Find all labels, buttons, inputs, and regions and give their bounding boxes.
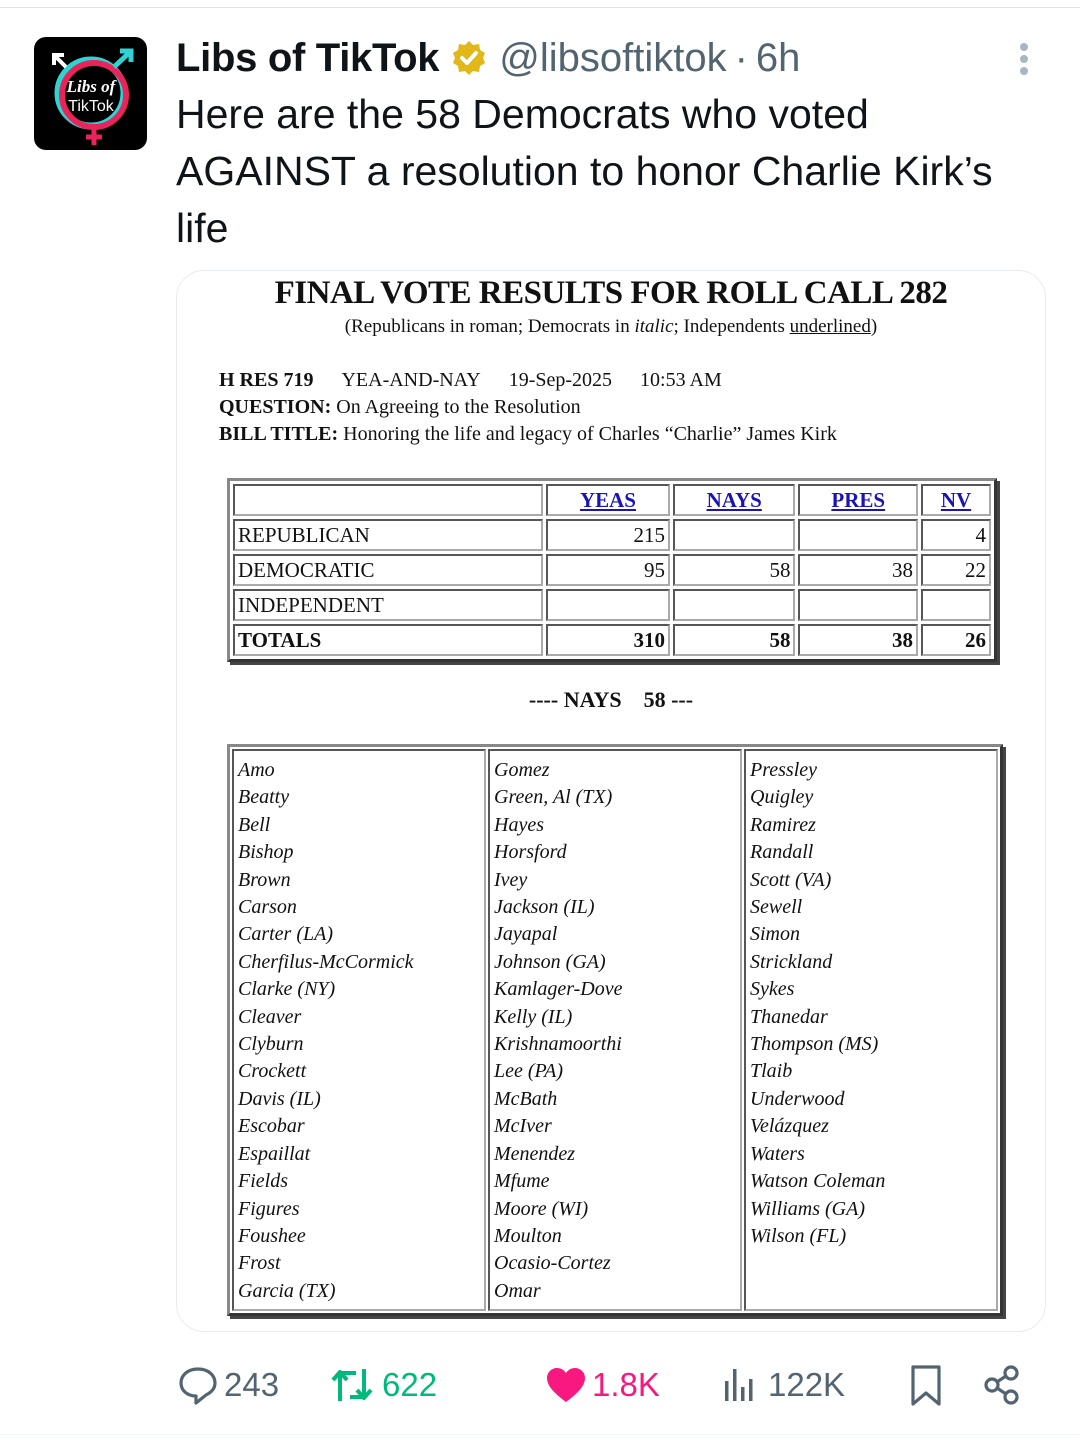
nay-member-name: Foushee bbox=[238, 1224, 306, 1247]
vote-date: 19-Sep-2025 bbox=[508, 369, 613, 391]
header-yeas-link[interactable]: YEAS bbox=[546, 484, 670, 516]
nays-column-1 bbox=[232, 749, 486, 1311]
nv-value bbox=[921, 589, 991, 621]
totals-row-independent bbox=[233, 589, 991, 621]
pres-value bbox=[798, 589, 918, 621]
bill-title-text: Honoring the life and legacy of Charles “Charlie” James Kirk bbox=[343, 423, 837, 445]
nay-member-name: Thanedar bbox=[750, 1005, 828, 1028]
bill-title-label: BILL TITLE: bbox=[219, 423, 339, 445]
repost-count: 622 bbox=[382, 1366, 438, 1403]
nay-member-name: Espaillat bbox=[238, 1142, 311, 1165]
post-time[interactable]: 6h bbox=[755, 35, 801, 80]
share-icon bbox=[982, 1363, 1026, 1407]
bar-chart-icon bbox=[722, 1363, 758, 1407]
nv-value: 4 bbox=[921, 519, 991, 551]
totals-row-democratic bbox=[233, 554, 991, 586]
nay-member-name: Clarke (NY) bbox=[238, 978, 336, 1001]
nay-member-name: Hayes bbox=[494, 813, 544, 836]
author-handle[interactable]: @libsoftiktok bbox=[499, 35, 727, 80]
totals-row-totals bbox=[233, 624, 991, 656]
nays-names-table bbox=[227, 744, 1003, 1316]
nay-member-name: Cherfilus-McCormick bbox=[238, 950, 414, 973]
nay-member-name: Carson bbox=[238, 896, 297, 919]
nv-value: 26 bbox=[921, 624, 991, 656]
nay-member-name: Williams (GA) bbox=[750, 1197, 865, 1220]
nay-member-name: Pressley bbox=[750, 759, 818, 781]
verified-badge-icon bbox=[449, 38, 489, 78]
document-subtitle bbox=[177, 316, 1045, 338]
nays-value bbox=[673, 519, 795, 551]
heart-icon bbox=[544, 1363, 588, 1407]
top-divider bbox=[0, 7, 1080, 8]
vote-type: YEA-AND-NAY bbox=[341, 369, 481, 391]
nays-column-2 bbox=[488, 749, 742, 1311]
nay-member-name: Randall bbox=[750, 841, 814, 864]
nay-member-name: Figures bbox=[238, 1197, 300, 1220]
like-button[interactable] bbox=[544, 1360, 660, 1410]
nay-member-name: Beatty bbox=[238, 786, 290, 809]
party-label: DEMOCRATIC bbox=[233, 554, 543, 586]
measure-line bbox=[219, 369, 722, 392]
reply-button[interactable] bbox=[176, 1360, 279, 1410]
yeas-value: 215 bbox=[546, 519, 670, 551]
nays-value: 58 bbox=[673, 624, 795, 656]
yeas-value bbox=[546, 589, 670, 621]
repost-icon bbox=[328, 1363, 378, 1407]
party-label: TOTALS bbox=[233, 624, 543, 656]
nay-member-name: Simon bbox=[750, 923, 800, 946]
question-line bbox=[219, 396, 581, 419]
bookmark-button[interactable] bbox=[906, 1360, 950, 1410]
subtitle-suffix: ) bbox=[870, 316, 878, 337]
nay-member-name: Watson Coleman bbox=[750, 1170, 886, 1193]
nay-member-name: Sykes bbox=[750, 978, 795, 1001]
nay-member-name: Moore (WI) bbox=[494, 1197, 589, 1220]
totals-header-row bbox=[233, 484, 991, 516]
more-options-icon[interactable] bbox=[1012, 40, 1036, 80]
nay-member-name: Green, Al (TX) bbox=[494, 786, 613, 809]
nay-member-name: Krishnamoorthi bbox=[494, 1033, 622, 1056]
document-title: FINAL VOTE RESULTS FOR ROLL CALL 282 bbox=[274, 275, 948, 311]
nay-member-name: Horsford bbox=[494, 841, 567, 864]
totals-row-republican bbox=[233, 519, 991, 551]
party-label: REPUBLICAN bbox=[233, 519, 543, 551]
measure-id: H RES 719 bbox=[219, 369, 314, 391]
nay-member-name: Omar bbox=[494, 1279, 541, 1302]
post-image[interactable] bbox=[176, 270, 1046, 1332]
nay-member-name: Johnson (GA) bbox=[494, 950, 606, 973]
nay-member-name: Davis (IL) bbox=[238, 1087, 321, 1110]
pres-value: 38 bbox=[798, 624, 918, 656]
pres-value: 38 bbox=[798, 554, 918, 586]
nay-member-name: McBath bbox=[494, 1087, 558, 1110]
nay-member-name: Ivey bbox=[494, 868, 528, 891]
bill-title-line bbox=[219, 423, 837, 446]
nay-member-name: Thompson (MS) bbox=[750, 1033, 879, 1056]
repost-button[interactable] bbox=[328, 1360, 437, 1410]
logo-text-line1: Libs of bbox=[66, 77, 116, 96]
nays-heading: ---- NAYS 58 --- bbox=[528, 687, 694, 712]
nay-member-name: Brown bbox=[238, 868, 291, 891]
subtitle-italic: italic bbox=[634, 316, 674, 337]
nay-member-name: Underwood bbox=[750, 1087, 845, 1110]
nay-member-name: Garcia (TX) bbox=[238, 1279, 336, 1302]
nay-member-name: Quigley bbox=[750, 786, 814, 809]
nay-member-name: Menendez bbox=[494, 1142, 576, 1165]
nay-member-name: Carter (LA) bbox=[238, 923, 333, 946]
nv-value: 22 bbox=[921, 554, 991, 586]
nay-member-name: Tlaib bbox=[750, 1060, 793, 1083]
post-actions bbox=[176, 1360, 1056, 1410]
header-nays-link[interactable]: NAYS bbox=[673, 484, 795, 516]
nays-value: 58 bbox=[673, 554, 795, 586]
nay-member-name: Bell bbox=[238, 813, 271, 836]
author-name[interactable]: Libs of TikTok bbox=[176, 35, 440, 80]
roll-call-document bbox=[177, 271, 1045, 1331]
nay-member-name: Moulton bbox=[494, 1224, 562, 1247]
nay-member-name: Ocasio-Cortez bbox=[494, 1252, 611, 1275]
reply-bubble-icon bbox=[176, 1363, 220, 1407]
question-label: QUESTION: bbox=[219, 396, 332, 418]
yeas-value: 95 bbox=[546, 554, 670, 586]
yeas-value: 310 bbox=[546, 624, 670, 656]
header-blank bbox=[233, 484, 543, 516]
nay-member-name: Mfume bbox=[494, 1170, 550, 1193]
nay-member-name: Cleaver bbox=[238, 1005, 302, 1028]
nay-member-name: Kamlager-Dove bbox=[494, 978, 623, 1001]
share-button[interactable] bbox=[982, 1360, 1030, 1410]
nay-member-name: McIver bbox=[494, 1115, 552, 1138]
nay-member-name: Jackson (IL) bbox=[494, 896, 595, 919]
nay-member-name: Jayapal bbox=[494, 923, 558, 946]
nay-member-name: Wilson (FL) bbox=[750, 1224, 847, 1247]
nay-member-name: Escobar bbox=[238, 1115, 305, 1138]
nay-member-name: Crockett bbox=[238, 1060, 307, 1083]
nay-member-name: Gomez bbox=[494, 759, 550, 781]
subtitle-underlined: underlined bbox=[789, 316, 871, 337]
bottom-divider bbox=[0, 1434, 1080, 1435]
vote-totals-table bbox=[227, 478, 997, 662]
vote-time: 10:53 AM bbox=[640, 369, 722, 391]
nay-member-name: Clyburn bbox=[238, 1033, 304, 1056]
nays-column-3 bbox=[744, 749, 998, 1311]
nay-member-name: Bishop bbox=[238, 841, 294, 864]
subtitle-prefix: (Republicans in roman; Democrats in bbox=[344, 316, 635, 337]
nays-value bbox=[673, 589, 795, 621]
libs-of-tiktok-logo bbox=[34, 37, 147, 150]
like-count: 1.8K bbox=[592, 1366, 660, 1403]
header-pres-link[interactable]: PRES bbox=[798, 484, 918, 516]
logo-text-line2: TikTok bbox=[68, 98, 114, 115]
nay-member-name: Scott (VA) bbox=[750, 868, 832, 891]
post-header bbox=[176, 30, 800, 86]
header-nv-link[interactable]: NV bbox=[921, 484, 991, 516]
reply-count: 243 bbox=[224, 1366, 280, 1403]
party-label: INDEPENDENT bbox=[233, 589, 543, 621]
nay-member-name: Amo bbox=[238, 759, 275, 781]
nay-member-name: Strickland bbox=[750, 950, 833, 973]
views-count: 122K bbox=[768, 1366, 846, 1403]
separator-dot: · bbox=[734, 35, 748, 80]
nay-member-name: Sewell bbox=[750, 896, 803, 919]
nay-member-name: Waters bbox=[750, 1142, 805, 1165]
question-text: On Agreeing to the Resolution bbox=[336, 396, 581, 418]
nay-member-name: Fields bbox=[238, 1170, 288, 1193]
nay-member-name: Kelly (IL) bbox=[494, 1005, 573, 1028]
bookmark-icon bbox=[906, 1363, 946, 1407]
nay-member-name: Velázquez bbox=[750, 1115, 829, 1138]
post-text: Here are the 58 Democrats who voted AGAINST a resolution to honor Charlie Kirk’s life bbox=[176, 91, 993, 251]
subtitle-mid: ; Independents bbox=[673, 316, 790, 337]
views-button[interactable] bbox=[722, 1360, 845, 1410]
nay-member-name: Frost bbox=[238, 1252, 281, 1275]
pres-value bbox=[798, 519, 918, 551]
nay-member-name: Lee (PA) bbox=[494, 1060, 564, 1083]
avatar[interactable] bbox=[34, 37, 147, 150]
nay-member-name: Ramirez bbox=[750, 813, 816, 836]
